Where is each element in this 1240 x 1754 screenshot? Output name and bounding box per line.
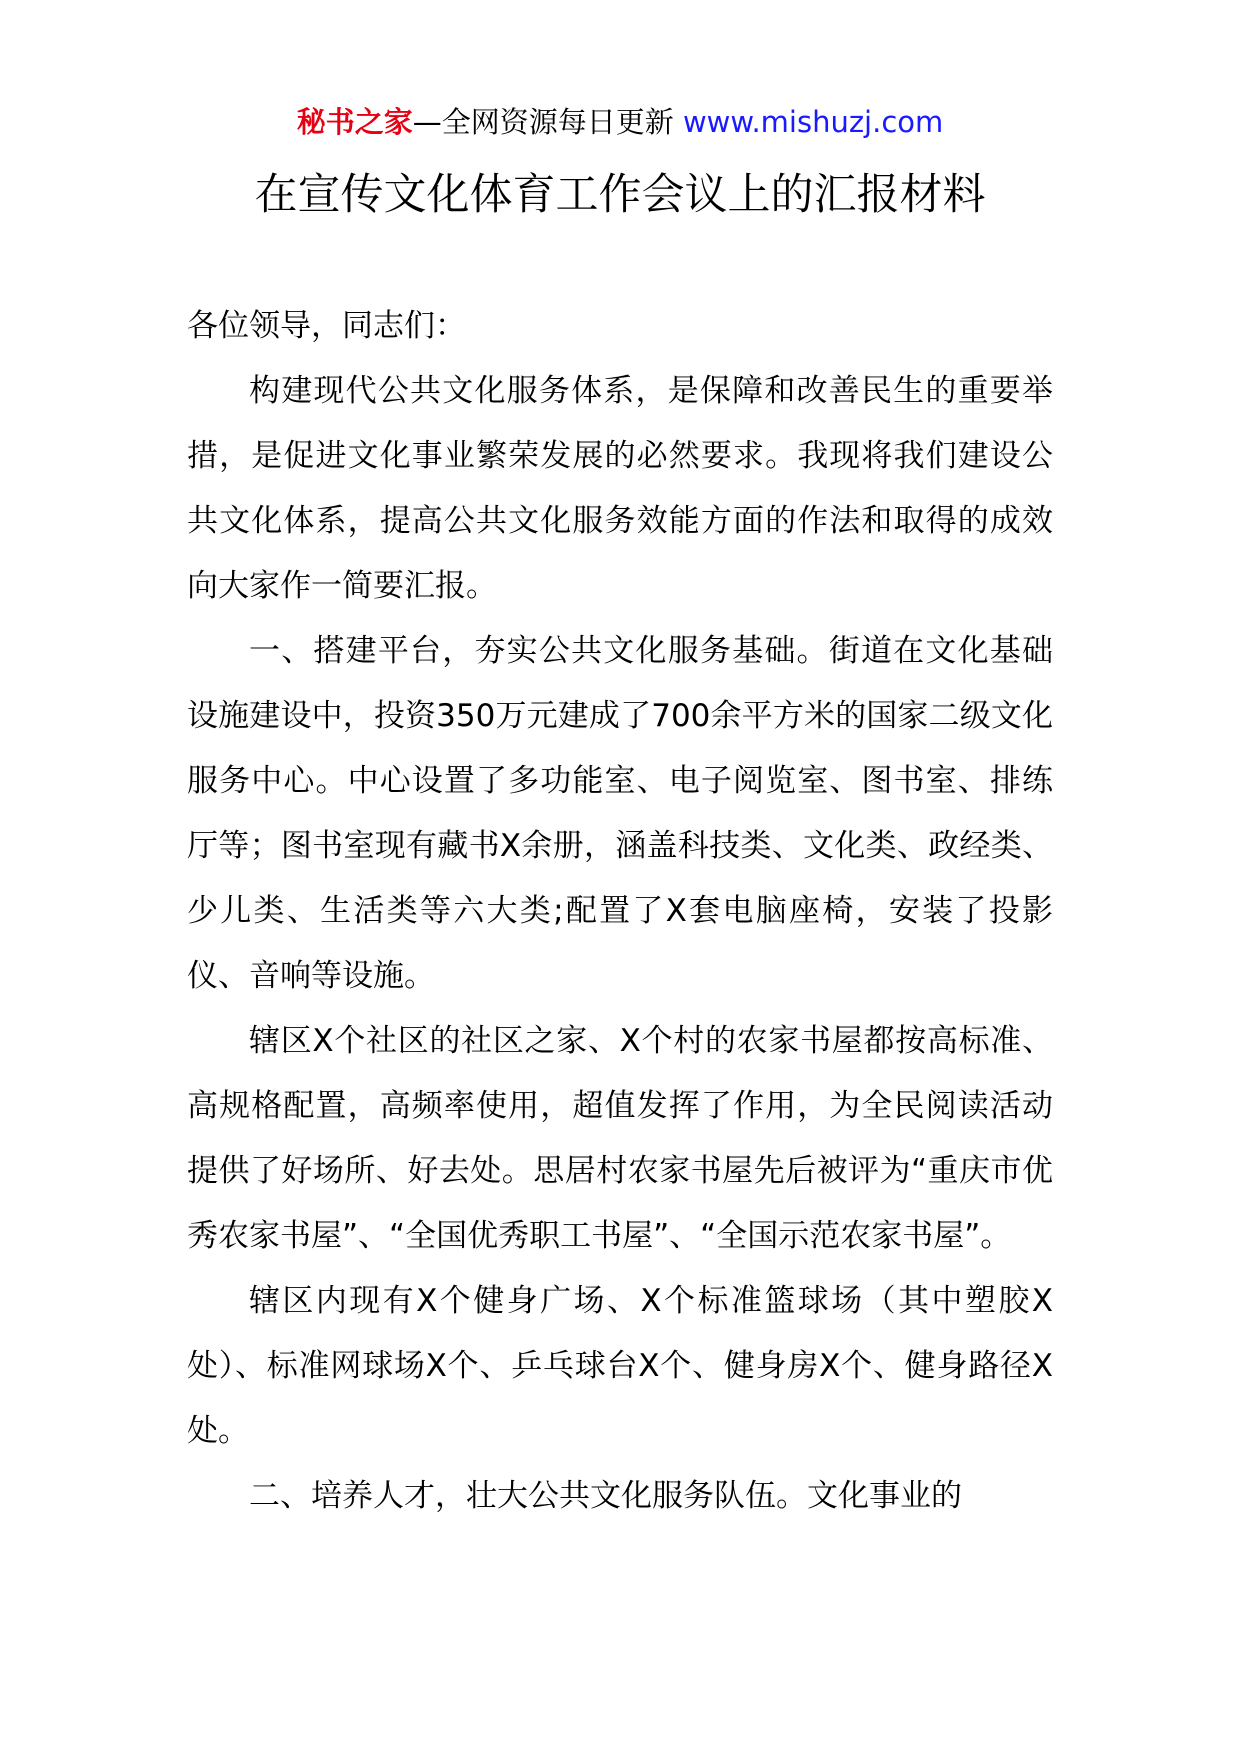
salutation: 各位领导，同志们：	[187, 308, 466, 344]
paragraph-community-reading: 辖区X个社区的社区之家、X个村的农家书屋都按高标准、高规格配置，高频率使用，超值发挥了作用，为全民阅读活动提供了好场所、好去处。思居村农家书屋先后被评为“重庆市优秀农家书屋”、“全国优秀职工书屋”、“全国示范农家书屋”。	[187, 1023, 1053, 1254]
document-body	[187, 294, 1053, 1529]
paragraph-section-two: 二、培养人才，壮大公共文化服务队伍。文化事业的	[249, 1478, 962, 1514]
paragraph-fitness-facilities: 辖区内现有X个健身广场、X个标准篮球场（其中塑胶X处）、标准网球场X个、乒乓球台X个、健身房X个、健身路径X处。	[187, 1283, 1053, 1449]
paragraph-section-one: 一、搭建平台，夯实公共文化服务基础。街道在文化基础设施建设中，投资350万元建成了700余平方米的国家二级文化服务中心。中心设置了多功能室、电子阅览室、图书室、排练厅等；图书室现有藏书X余册，涵盖科技类、文化类、政经类、少儿类、生活类等六大类;配置了X套电脑座椅，安装了投影仪、音响等设施。	[187, 633, 1053, 994]
site-url-link[interactable]: www.mishuzj.com	[682, 105, 944, 139]
site-header	[0, 102, 1240, 142]
site-brand: 秘书之家	[296, 105, 413, 139]
site-tagline: —全网资源每日更新	[412, 105, 674, 139]
paragraph-intro: 构建现代公共文化服务体系，是保障和改善民生的重要举措，是促进文化事业繁荣发展的必然要求。我现将我们建设公共文化体系，提高公共文化服务效能方面的作法和取得的成效向大家作一简要汇报。	[187, 373, 1053, 604]
document-title: 在宣传文化体育工作会议上的汇报材料	[254, 170, 986, 220]
